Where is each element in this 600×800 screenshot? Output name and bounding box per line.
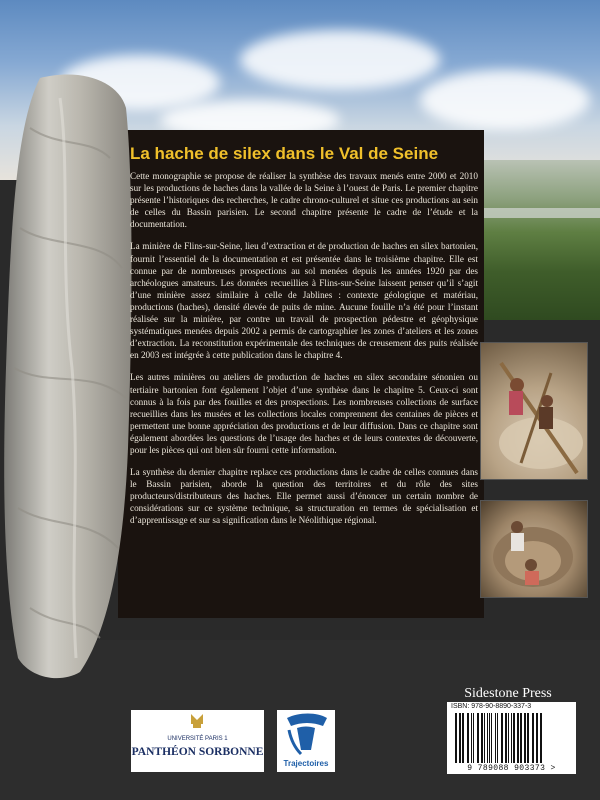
barcode-bar: [462, 713, 464, 763]
barcode-bar: [527, 713, 529, 763]
pantheon-sorbonne-logo: [131, 710, 264, 772]
barcode-bar: [505, 713, 507, 763]
trajectoires-label: Trajectoires: [283, 759, 329, 768]
sorbonne-line1: UNIVERSITÉ PARIS 1: [167, 736, 228, 742]
sorbonne-line2: PANTHÉON SORBONNE: [131, 746, 264, 758]
seine-river: [483, 208, 600, 218]
cloud: [420, 70, 590, 130]
barcode-bar: [455, 713, 457, 763]
paragraph: Les autres minières ou ateliers de production de haches en silex secondaire sénonien ou tertiaire bartonien font également l’objet d’une synthèse dans le chapitre 5. Ceux-ci sont connus à la fois par des fouilles et des prospections. Les nombreuses collections de surface recueillies dans les musées et les collections locales comprennent des centaines de pièces et permettent une bonne appréciation des productions et de leur diffusion. Dans ce chapitre sont également abordées les questions de l’usage des haches et de leurs contextes de découverte, pour les pièces qui ont bien sûr fourni cette information.: [130, 372, 478, 455]
paragraph: Cette monographie se propose de réaliser la synthèse des travaux menés entre 2000 et 2010 sur les productions de haches dans la vallée de la Seine à l’ouest de Paris. Le premier chapitre présente l’historiques des recherches, le cadre chrono-culturel et situe ces productions au sein de celles du Bassin parisien. Le second chapitre présente le cadre de l’étude et la documentation.: [130, 171, 478, 230]
sorbonne-crest-icon: [191, 714, 203, 728]
barcode-bar: [524, 713, 526, 763]
back-cover-text: [130, 170, 478, 537]
flint-axe-image: [0, 68, 140, 684]
barcode-bar: [477, 713, 479, 763]
barcode-bar: [532, 713, 534, 763]
barcode-bar: [536, 713, 538, 763]
isbn-label: ISBN: 978-90-8890-337-3: [451, 703, 532, 710]
barcode-bar: [467, 713, 469, 763]
barcode-digits: 9 789088 903373 >: [467, 764, 556, 773]
barcode-bar: [540, 713, 542, 763]
trajectoires-logo-icon: [287, 714, 327, 755]
barcode-bar: [513, 713, 515, 763]
paragraph: La minière de Flins-sur-Seine, lieu d’extraction et de production de haches en silex bartonien, fournit l’essentiel de la documentation et est présentée dans le troisième chapitre. Elle est connue par de nombreuses prospections au sol menées depuis les années 1920 par des archéologues amateurs. Les données recueillies à Flins-sur-Seine laissent penser qu’il s’agit d’une minière assez similaire à celle de Jablines : contexte géologique et matériau, productions (haches), densité élevée de puits de mine. Aucune fouille n’a été pour l’instant réalisée sur la minière, par contre un travail de prospection pédestre et géophysique systématiques menées depuis 2002 a permis de cartographier les zones d’ateliers et les zones d’extraction. La reconstitution expérimentale des techniques de creusement des puits réalisée en 2003 est intégrée à cette publication dans le chapitre 4.: [130, 241, 478, 361]
barcode-bar: [473, 713, 474, 763]
barcode-bar: [471, 713, 472, 763]
valley-landscape: [483, 160, 600, 320]
barcode-bar: [517, 713, 519, 763]
barcode: [447, 702, 576, 764]
barcode-bar: [520, 713, 522, 763]
barcode-bar: [481, 713, 483, 763]
barcode-bar: [508, 713, 509, 763]
barcode-bar: [495, 713, 496, 763]
barcode-bar: [489, 713, 490, 763]
barcode-bar: [459, 713, 461, 763]
publisher-name: Sidestone Press: [464, 686, 552, 701]
barcode-bar: [497, 713, 498, 763]
quarry-excavation-photo: [480, 342, 588, 480]
pit-digging-photo: [480, 500, 588, 598]
barcode-bar: [487, 713, 488, 763]
isbn-barcode: [447, 702, 576, 774]
trajectoires-logo: [277, 710, 335, 772]
barcode-bar: [501, 713, 503, 763]
paragraph: La synthèse du dernier chapitre replace ces productions dans le cadre de celles connues dans le Bassin parisien, aborde la question des territoires et du rôle des sites producteurs/distributeurs des haches. Elle permet aussi d’énoncer un certain nombre de considérations sur ce système technique, sa structuration en termes de spécialisation et d’apprentissage et sur sa signification dans le Néolithique régional.: [130, 467, 478, 526]
barcode-bar: [491, 713, 492, 763]
cloud: [240, 30, 440, 90]
book-title: La hache de silex dans le Val de Seine: [130, 144, 439, 163]
barcode-bar: [511, 713, 512, 763]
barcode-bar: [484, 713, 485, 763]
